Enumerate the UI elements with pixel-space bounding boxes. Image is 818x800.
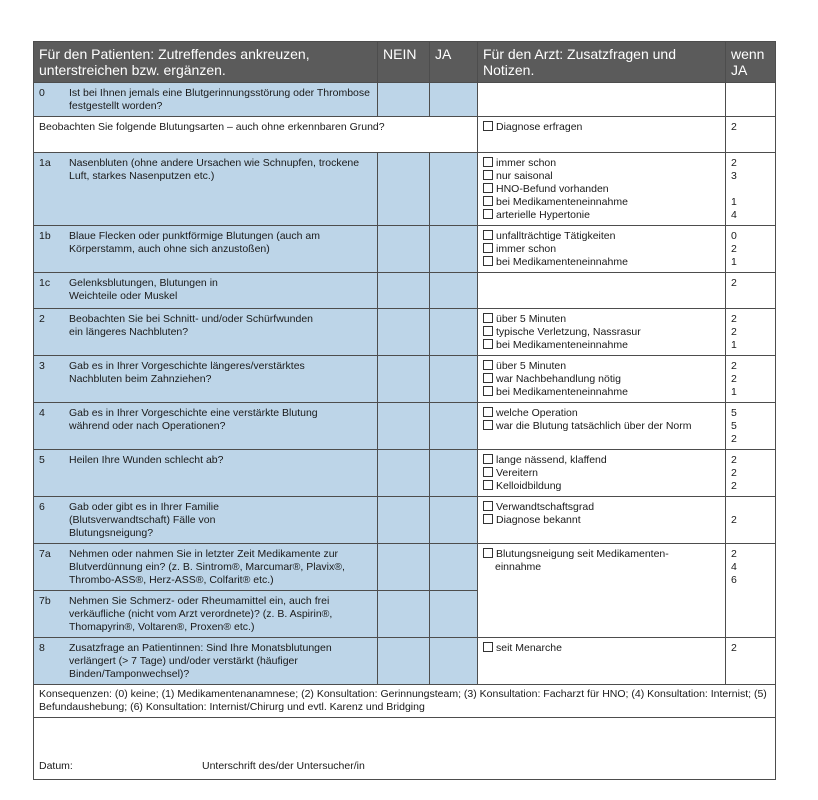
option-label: Diagnose bekannt bbox=[496, 514, 581, 526]
nein-checkbox-0[interactable] bbox=[378, 83, 430, 117]
option-ueber-5-minuten[interactable] bbox=[483, 313, 720, 326]
ja-checkbox-7b[interactable] bbox=[430, 591, 478, 638]
checkbox-icon bbox=[483, 243, 493, 253]
header-row bbox=[34, 42, 776, 83]
question-row-2 bbox=[34, 309, 776, 356]
question-row-4 bbox=[34, 403, 776, 450]
question-text: Gelenksblutungen, Blutungen in Weichteile oder Muskel bbox=[69, 277, 218, 302]
option-label: unfallträchtige Tätigkeiten bbox=[496, 230, 616, 242]
consequence-code bbox=[731, 183, 770, 196]
checkbox-icon bbox=[483, 313, 493, 323]
consequence-code: 4 bbox=[731, 561, 737, 573]
question-row-1c bbox=[34, 273, 776, 309]
consequence-code: 2 bbox=[731, 277, 737, 289]
option-hno-befund[interactable] bbox=[483, 183, 720, 196]
question-row-7a bbox=[34, 544, 776, 591]
checkbox-icon bbox=[483, 454, 493, 464]
question-number: 0 bbox=[39, 87, 45, 99]
ja-checkbox-7a[interactable] bbox=[430, 544, 478, 591]
consequence-code: 3 bbox=[731, 170, 737, 182]
option-seit-menarche[interactable] bbox=[483, 642, 720, 655]
option-label: immer schon bbox=[496, 157, 557, 169]
option-label: welche Operation bbox=[496, 407, 578, 419]
nein-checkbox-5[interactable] bbox=[378, 450, 430, 497]
arzt-notes-0[interactable] bbox=[478, 83, 726, 117]
question-row-1b bbox=[34, 226, 776, 273]
option-label: nur saisonal bbox=[496, 170, 553, 182]
checkbox-icon bbox=[483, 209, 493, 219]
question-text: Heilen Ihre Wunden schlecht ab? bbox=[69, 454, 224, 466]
consequence-code: 2 bbox=[731, 433, 737, 445]
wenn-ja-0 bbox=[726, 83, 776, 117]
consequence-code: 4 bbox=[731, 209, 737, 221]
option-label: bei Medikamenteneinnahme bbox=[496, 339, 628, 351]
checkbox-icon bbox=[483, 501, 493, 511]
option-immer-schon[interactable] bbox=[483, 243, 720, 256]
consequences-row bbox=[34, 685, 776, 718]
question-number: 6 bbox=[39, 501, 45, 513]
nein-checkbox-7a[interactable] bbox=[378, 544, 430, 591]
question-text: Blaue Flecken oder punktförmige Blutungen (auch am Körperstamm, auch ohne sich anzustoßen) bbox=[69, 230, 320, 255]
consequences-legend: Konsequenzen: (0) keine; (1) Medikamentenanamnese; (2) Konsultation: Gerinnungsteam; (3) Konsultation: Facharzt für HNO; (4) Konsultation: Internist; (5) Befundaushebung; (6) Konsultation: Internist/Chirurg und evtl. Karenz und Bridging bbox=[39, 688, 767, 713]
consequence-code: 2 bbox=[731, 373, 737, 385]
consequence-code: 5 bbox=[731, 420, 737, 432]
date-label: Datum: bbox=[39, 760, 73, 772]
checkbox-icon bbox=[483, 256, 493, 266]
consequence-code bbox=[731, 501, 770, 514]
question-row-3 bbox=[34, 356, 776, 403]
consequence-code: 2 bbox=[731, 360, 737, 372]
question-number: 5 bbox=[39, 454, 45, 466]
option-nur-saisonal[interactable] bbox=[483, 170, 720, 183]
checkbox-icon bbox=[483, 326, 493, 336]
option-diagnose-bekannt[interactable] bbox=[483, 514, 720, 527]
nein-checkbox-2[interactable] bbox=[378, 309, 430, 356]
question-number: 2 bbox=[39, 313, 45, 325]
question-text: Ist bei Ihnen jemals eine Blutgerinnungsstörung oder Thrombose festgestellt worden? bbox=[69, 87, 370, 112]
checkbox-icon bbox=[483, 121, 493, 131]
nein-checkbox-4[interactable] bbox=[378, 403, 430, 450]
checkbox-icon bbox=[483, 170, 493, 180]
consequence-code: 1 bbox=[731, 196, 737, 208]
option-diagnose-erfragen[interactable] bbox=[483, 121, 720, 134]
checkbox-icon bbox=[483, 196, 493, 206]
question-text: Nasenbluten (ohne andere Ursachen wie Schnupfen, trockene Luft, starkes Nasenputzen etc.) bbox=[69, 157, 360, 182]
header-patient: Für den Patienten: Zutreffendes ankreuzen, unterstreichen bzw. ergänzen. bbox=[34, 42, 378, 83]
consequence-code: 2 bbox=[731, 454, 737, 466]
consequence-code: 2 bbox=[731, 467, 737, 479]
option-verwandtschaftsgrad[interactable] bbox=[483, 501, 720, 514]
checkbox-icon bbox=[483, 157, 493, 167]
question-row-0 bbox=[34, 83, 776, 117]
consequence-code: 1 bbox=[731, 386, 737, 398]
option-arterielle-hypertonie[interactable] bbox=[483, 209, 720, 222]
option-blutung-ueber-norm[interactable] bbox=[483, 420, 720, 433]
question-row-8 bbox=[34, 638, 776, 685]
question-text: Gab oder gibt es in Ihrer Familie (Blutsverwandtschaft) Fälle von Blutungsneigung? bbox=[69, 501, 219, 539]
option-ueber-5-minuten[interactable] bbox=[483, 360, 720, 373]
option-kelloidbildung[interactable] bbox=[483, 480, 720, 493]
option-label: Vereitern bbox=[496, 467, 539, 479]
consequence-code: 2 bbox=[731, 326, 737, 338]
checkbox-icon bbox=[483, 514, 493, 524]
nein-checkbox-3[interactable] bbox=[378, 356, 430, 403]
question-text: Nehmen Sie Schmerz- oder Rheumamittel ein, auch frei verkäufliche (nicht vom Arzt verordnete)? (z. B. Aspirin®, Thomapyrin®, Voltaren®, Proxen® etc.) bbox=[69, 595, 333, 633]
option-naessend-klaffend[interactable] bbox=[483, 454, 720, 467]
consequence-code: 2 bbox=[731, 121, 737, 133]
signature-area[interactable] bbox=[34, 718, 776, 780]
consequence-code: 1 bbox=[731, 339, 737, 351]
checkbox-icon bbox=[483, 642, 493, 652]
header-nein: NEIN bbox=[378, 42, 430, 83]
option-unfalltraechtig[interactable] bbox=[483, 230, 720, 243]
question-text: Zusatzfrage an Patientinnen: Sind Ihre Monatsblutungen verlängert (> 7 Tage) und/oder verstärkt (häufiger Binden/Tamponwechsel)? bbox=[69, 642, 332, 680]
ja-checkbox-3[interactable] bbox=[430, 356, 478, 403]
ja-checkbox-1a[interactable] bbox=[430, 153, 478, 226]
option-medikamenteneinnahme[interactable] bbox=[483, 256, 720, 269]
question-number: 3 bbox=[39, 360, 45, 372]
consequence-code: 2 bbox=[731, 514, 737, 526]
ja-checkbox-5[interactable] bbox=[430, 450, 478, 497]
consequence-code: 2 bbox=[731, 157, 737, 169]
checkbox-icon bbox=[483, 373, 493, 383]
question-text: Gab es in Ihrer Vorgeschichte eine verstärkte Blutung während oder nach Operationen? bbox=[69, 407, 318, 432]
option-label: über 5 Minuten bbox=[496, 360, 567, 372]
questionnaire-form bbox=[33, 41, 775, 780]
question-row-intro bbox=[34, 117, 776, 153]
option-label: Kelloidbildung bbox=[496, 480, 562, 492]
question-number: 7b bbox=[39, 595, 51, 607]
checkbox-icon bbox=[483, 467, 493, 477]
bleeding-questionnaire-table bbox=[33, 41, 776, 780]
checkbox-icon bbox=[483, 548, 493, 558]
ja-checkbox-0[interactable] bbox=[430, 83, 478, 117]
option-label: Blutungsneigung seit Medikamenten- bbox=[496, 548, 669, 560]
option-label-continued: einnahme bbox=[495, 561, 542, 573]
checkbox-icon bbox=[483, 407, 493, 417]
option-label: war Nachbehandlung nötig bbox=[496, 373, 621, 385]
option-label: bei Medikamenteneinnahme bbox=[496, 256, 628, 268]
option-medikamenteneinnahme[interactable] bbox=[483, 339, 720, 352]
ja-checkbox-8[interactable] bbox=[430, 638, 478, 685]
nein-checkbox-8[interactable] bbox=[378, 638, 430, 685]
option-label: arterielle Hypertonie bbox=[496, 209, 590, 221]
option-label: Verwandtschaftsgrad bbox=[496, 501, 595, 513]
nein-checkbox-6[interactable] bbox=[378, 497, 430, 544]
option-medikamenteneinnahme[interactable] bbox=[483, 196, 720, 209]
nein-checkbox-7b[interactable] bbox=[378, 591, 430, 638]
nein-checkbox-1c[interactable] bbox=[378, 273, 430, 309]
question-row-1a bbox=[34, 153, 776, 226]
ja-checkbox-1b[interactable] bbox=[430, 226, 478, 273]
header-wenn-ja: wenn JA bbox=[726, 42, 776, 83]
checkbox-icon bbox=[483, 420, 493, 430]
consequence-code: 5 bbox=[731, 407, 737, 419]
question-number: 8 bbox=[39, 642, 45, 654]
option-vereitern[interactable] bbox=[483, 467, 720, 480]
checkbox-icon bbox=[483, 339, 493, 349]
option-label: über 5 Minuten bbox=[496, 313, 567, 325]
option-label: bei Medikamenteneinnahme bbox=[496, 196, 628, 208]
option-label: bei Medikamenteneinnahme bbox=[496, 386, 628, 398]
question-row-6 bbox=[34, 497, 776, 544]
checkbox-icon bbox=[483, 480, 493, 490]
header-ja: JA bbox=[430, 42, 478, 83]
consequence-code: 2 bbox=[731, 313, 737, 325]
question-text: Beobachten Sie bei Schnitt- und/oder Schürfwunden ein längeres Nachbluten? bbox=[69, 313, 313, 338]
question-text: Nehmen oder nahmen Sie in letzter Zeit Medikamente zur Blutverdünnung ein? (z. B. Sintrom®, Marcumar®, Plavix®, Thrombo-ASS®, Herz-ASS®, Colfarit® etc.) bbox=[69, 548, 345, 586]
consequence-code: 2 bbox=[731, 243, 737, 255]
option-label: lange nässend, klaffend bbox=[496, 454, 607, 466]
option-label: seit Menarche bbox=[496, 642, 562, 654]
checkbox-icon bbox=[483, 230, 493, 240]
checkbox-icon bbox=[483, 386, 493, 396]
ja-checkbox-4[interactable] bbox=[430, 403, 478, 450]
question-number: 4 bbox=[39, 407, 45, 419]
question-number: 7a bbox=[39, 548, 51, 560]
option-label: immer schon bbox=[496, 243, 557, 255]
header-arzt: Für den Arzt: Zusatzfragen und Notizen. bbox=[478, 42, 726, 83]
arzt-notes-1c[interactable] bbox=[478, 273, 726, 309]
consequence-code: 6 bbox=[731, 574, 737, 586]
consequence-code: 1 bbox=[731, 256, 737, 268]
consequence-code: 2 bbox=[731, 642, 737, 654]
question-text: Gab es in Ihrer Vorgeschichte längeres/verstärktes Nachbluten beim Zahnziehen? bbox=[69, 360, 305, 385]
option-label: typische Verletzung, Nassrasur bbox=[496, 326, 641, 338]
checkbox-icon bbox=[483, 360, 493, 370]
ja-checkbox-2[interactable] bbox=[430, 309, 478, 356]
ja-checkbox-6[interactable] bbox=[430, 497, 478, 544]
option-label: HNO-Befund vorhanden bbox=[496, 183, 609, 195]
checkbox-icon bbox=[483, 183, 493, 193]
question-text: Beobachten Sie folgende Blutungsarten – auch ohne erkennbaren Grund? bbox=[39, 121, 385, 133]
signature-label: Unterschrift des/der Untersucher/in bbox=[202, 760, 365, 772]
question-row-5 bbox=[34, 450, 776, 497]
option-label: Diagnose erfragen bbox=[496, 121, 583, 133]
option-medikamenteneinnahme[interactable] bbox=[483, 386, 720, 399]
question-number: 1a bbox=[39, 157, 51, 169]
ja-checkbox-1c[interactable] bbox=[430, 273, 478, 309]
option-typische-verletzung[interactable] bbox=[483, 326, 720, 339]
consequence-code: 0 bbox=[731, 230, 737, 242]
option-nachbehandlung[interactable] bbox=[483, 373, 720, 386]
signature-row bbox=[34, 718, 776, 780]
consequence-code: 2 bbox=[731, 548, 737, 560]
nein-checkbox-1a[interactable] bbox=[378, 153, 430, 226]
option-immer-schon[interactable] bbox=[483, 157, 720, 170]
nein-checkbox-1b[interactable] bbox=[378, 226, 430, 273]
question-number: 1b bbox=[39, 230, 51, 242]
option-blutungsneigung-medikamente[interactable] bbox=[483, 548, 720, 561]
consequence-code: 2 bbox=[731, 480, 737, 492]
option-welche-operation[interactable] bbox=[483, 407, 720, 420]
question-number: 1c bbox=[39, 277, 51, 289]
option-label: war die Blutung tatsächlich über der Norm bbox=[496, 420, 692, 432]
